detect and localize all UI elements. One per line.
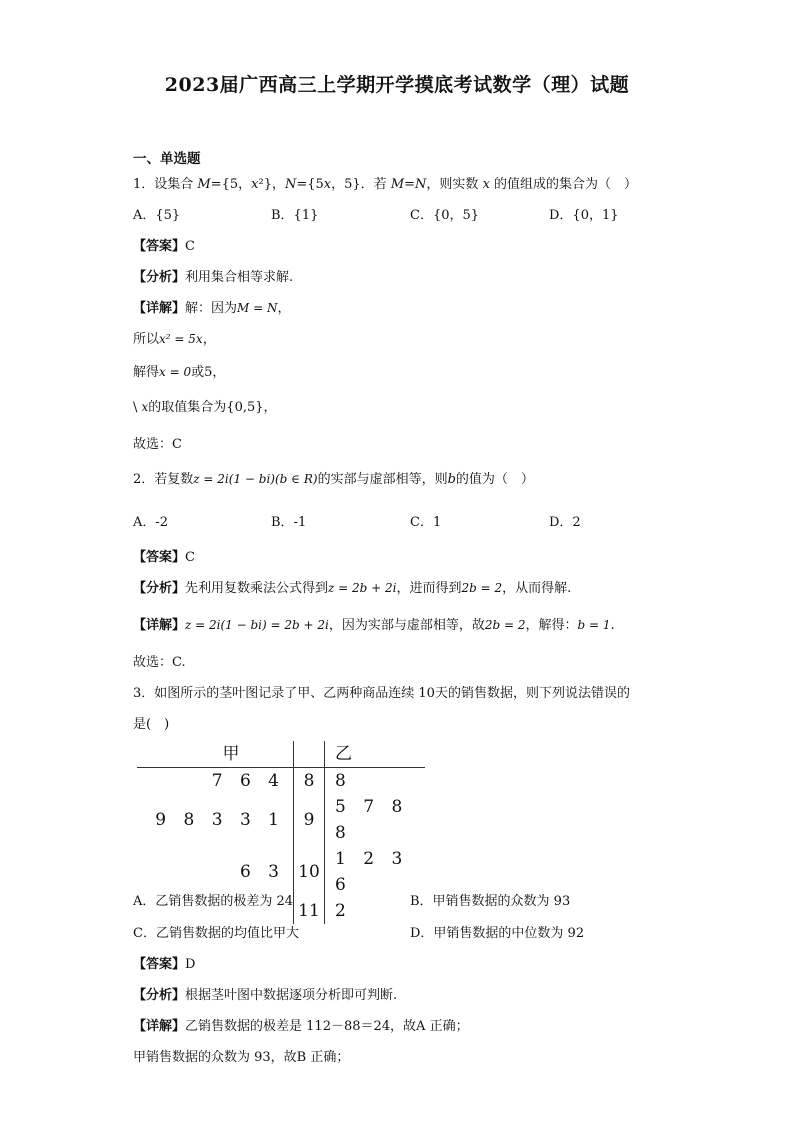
q3-option-d: D．甲销售数据的中位数为 92	[410, 926, 585, 941]
right-leaves: 1 2 3 6	[335, 849, 409, 895]
right-leaves: 2	[335, 901, 352, 921]
q1-detail-line4: \ x的取值集合为{0,5}，	[133, 400, 277, 415]
document-title: 2023届广西高三上学期开学摸底考试数学（理）试题	[164, 74, 630, 96]
q1-conclusion: 故选：C	[133, 437, 182, 452]
q3-option-c: C．乙销售数据的均值比甲大	[133, 926, 299, 941]
q1-detail-line1: 【详解】解：因为M = N，	[133, 301, 291, 316]
stem-leaf-row	[137, 794, 425, 846]
section-heading: 一、单选题	[133, 151, 201, 167]
q3-analysis: 【分析】根据茎叶图中数据逐项分析即可判断.	[133, 988, 398, 1003]
left-leaves: 7 6 4	[211, 771, 285, 791]
q1-option-d: D．{0，1}	[549, 208, 619, 223]
right-leaves: 8	[335, 771, 352, 791]
q3-detail-line2: 甲销售数据的众数为 93，故B 正确；	[133, 1050, 350, 1065]
stem-value: 9	[294, 794, 325, 846]
q1-option-b: B．{1}	[271, 208, 319, 223]
q2-stem: 2．若复数z = 2i(1 − bi)(b ∈ R)的实部与虚部相等，则b的值为（ ）	[133, 472, 534, 487]
stem-leaf-row	[137, 768, 425, 795]
q3-detail-line1: 【详解】乙销售数据的极差是 112－88＝24，故A 正确；	[133, 1019, 469, 1034]
q2-conclusion: 故选：C.	[133, 655, 186, 670]
q2-option-b: B．-1	[271, 515, 307, 530]
q3-answer: 【答案】D	[133, 957, 196, 972]
q1-analysis: 【分析】利用集合相等求解.	[133, 270, 294, 285]
q1-option-a: A．{5}	[133, 208, 181, 223]
q2-answer: 【答案】C	[133, 550, 195, 565]
q3-option-a: A．乙销售数据的极差为 24	[133, 894, 294, 909]
q3-stem-line2: 是( )	[133, 717, 170, 732]
q1-detail-line3: 解得x = 0或5，	[133, 365, 226, 380]
q1-detail-line2: 所以x² = 5x，	[133, 332, 216, 347]
left-leaves: 6 3	[239, 862, 285, 882]
q2-option-d: D．2	[549, 515, 581, 530]
stem-value: 10	[294, 846, 325, 898]
q2-option-a: A．-2	[133, 515, 169, 530]
q2-detail: 【详解】z = 2i(1 − bi) = 2b + 2i，因为实部与虚部相等，故2b = 2，解得：b = 1.	[133, 618, 615, 633]
q1-answer: 【答案】C	[133, 239, 195, 254]
stem-value: 8	[294, 768, 325, 795]
q1-stem: 1．设集合 M={5，x²}，N={5x，5}．若 M=N，则实数 x 的值组成的集合为（ ）	[133, 177, 638, 192]
q2-option-c: C．1	[410, 515, 442, 530]
right-leaves: 5 7 8 8	[335, 797, 409, 843]
header-right-label: 乙	[325, 741, 426, 768]
left-leaves: 9 8 3 3 1	[155, 810, 285, 830]
q1-option-c: C．{0，5}	[410, 208, 480, 223]
stem-leaf-header	[137, 741, 425, 768]
header-left-label: 甲	[137, 741, 294, 768]
stem-value: 11	[294, 898, 325, 924]
q3-stem-line1: 3．如图所示的茎叶图记录了甲、乙两种商品连续 10天的销售数据，则下列说法错误的	[133, 686, 630, 701]
q2-analysis: 【分析】先利用复数乘法公式得到z = 2b + 2i，进而得到2b = 2，从而得解.	[133, 581, 572, 596]
q3-option-b: B．甲销售数据的众数为 93	[410, 894, 571, 909]
